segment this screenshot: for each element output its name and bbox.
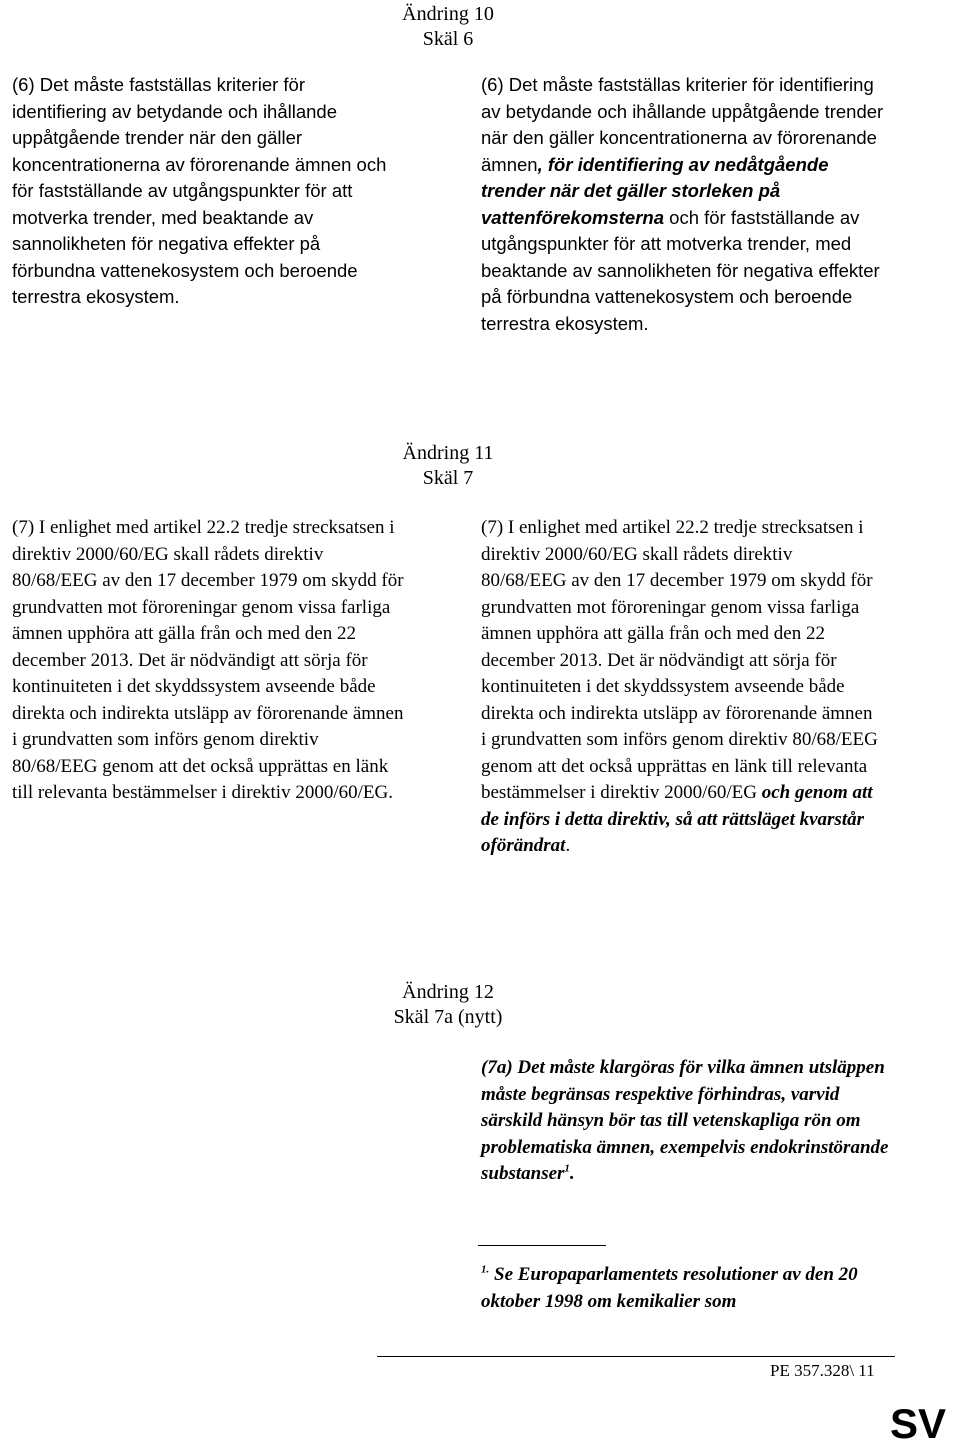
amended-text xyxy=(481,515,881,860)
amendment-11-original xyxy=(12,515,404,807)
original-text: (7) I enlighet med artikel 22.2 tredje strecksatsen i direktiv 2000/60/EG skall rådets direktiv 80/68/EEG av den 17 december 1979 om skydd för grundvatten mot föroreningar genom vissa farliga ämnen upphöra att gälla från och med den 22 december 2013. Det är nödvändigt att sörja för kontinuiteten i det skyddssystem avseende både direkta och indirekta utsläpp av förorenande ämnen i grundvatten som införs genom direktiv 80/68/EEG genom att det också upprättas en länk till relevanta bestämmelser i direktiv 2000/60/EG. xyxy=(12,517,404,803)
amendment-12-heading xyxy=(0,980,896,1030)
amended-text-end: . xyxy=(569,1163,575,1184)
amendment-number: Ändring 11 xyxy=(402,442,494,464)
amendment-10-heading xyxy=(0,2,896,52)
amended-text xyxy=(481,72,893,337)
footnote-divider xyxy=(478,1245,606,1246)
amendment-11-heading xyxy=(0,441,896,491)
amendment-reason: Skäl 6 xyxy=(422,28,474,50)
footnote-text xyxy=(481,1262,881,1315)
amended-text-end: . xyxy=(565,835,571,856)
amendment-11-amended xyxy=(481,515,881,860)
footnote-body: Se Europaparlamentets resolutioner av den 20 oktober 1998 om kemikalier som xyxy=(481,1264,858,1312)
amendment-10-original xyxy=(12,72,404,311)
amended-text xyxy=(481,1055,891,1188)
amendment-number: Ändring 10 xyxy=(402,3,494,25)
page-reference: PE 357.328\ 11 xyxy=(770,1361,875,1380)
amendment-number: Ändring 12 xyxy=(402,981,494,1003)
amendment-reason: Skäl 7 xyxy=(422,467,474,489)
footnote xyxy=(481,1262,881,1315)
amendment-reason: Skäl 7a (nytt) xyxy=(393,1006,503,1028)
amended-text-inserted: , för identifiering av nedåtgående trender när det gäller storleken på vattenförekomsterna xyxy=(481,153,829,228)
footnote-reference: 1 xyxy=(564,1162,570,1175)
amended-text-end: och för fastställande av utgångspunkter för att motverka trender, med beaktande av sannolikheten för negativa effekter på förbundna vattenekosystem och beroende terrestra ekosystem. xyxy=(481,206,880,334)
amended-text-inserted: och genom att de införs i detta direktiv, så att rättsläget kvarstår oförändrat xyxy=(481,782,873,856)
original-text: (6) Det måste fastställas kriterier för identifiering av betydande och ihållande uppåtgående trender när den gäller koncentrationerna av förorenande ämnen och för fastställande av utgångspunkter för att motverka trender, med beaktande av sannolikheten för negativa effekter på förbundna vattenekosystem och beroende terrestra ekosystem. xyxy=(12,74,387,307)
footnote-marker: 1. xyxy=(481,1263,490,1276)
amended-text-start: (7) I enlighet med artikel 22.2 tredje strecksatsen i direktiv 2000/60/EG skall rådets direktiv 80/68/EEG av den 17 december 1979 om skydd för grundvatten mot föroreningar genom vissa farliga ämnen upphöra att gälla från och med den 22 december 2013. Det är nödvändigt att sörja för kontinuiteten i det skyddssystem avseende både direkta och indirekta utsläpp av förorenande ämnen i grundvatten som införs genom direktiv 80/68/EEG genom att det också upprättas en länk till relevanta bestämmelser i direktiv 2000/60/EG xyxy=(481,517,878,803)
footer-divider xyxy=(377,1356,895,1357)
language-code: SV xyxy=(890,1400,947,1447)
amended-text-inserted: (7a) Det måste klargöras för vilka ämnen utsläppen måste begränsas respektive förhindras, varvid särskild hänsyn bör tas till vetenskapliga rön om problematiska ämnen, exempelvis endokrinstörande substanser xyxy=(481,1057,889,1184)
amended-text-start: (6) Det måste fastställas kriterier för identifiering av betydande och ihållande uppåtgående trender när den gäller koncentrationerna av förorenande ämnen xyxy=(481,74,884,175)
amendment-10-amended xyxy=(481,72,893,337)
amendment-12-amended xyxy=(481,1055,891,1188)
